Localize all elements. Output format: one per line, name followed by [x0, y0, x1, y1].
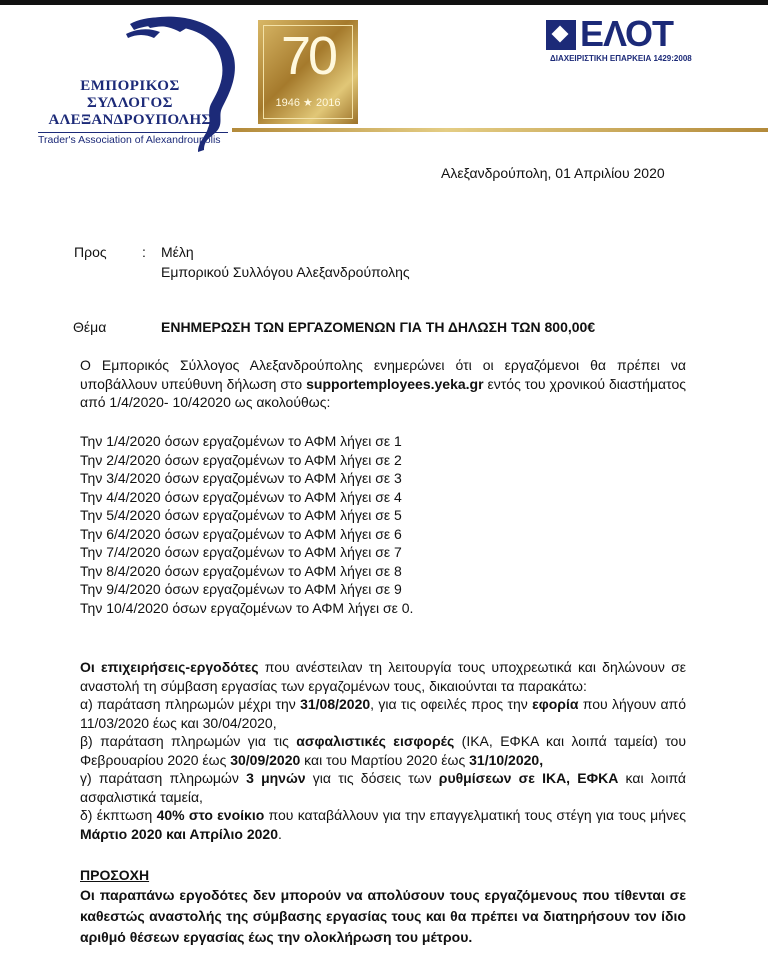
list-item: Την 10/4/2020 όσων εργαζομένων το ΑΦΜ λήγει σε 0.: [80, 599, 414, 616]
benefit-c-months: 3 μηνών: [246, 770, 306, 786]
subject-title: ΕΝΗΜΕΡΩΣΗ ΤΩΝ ΕΡΓΑΖΟΜΕΝΩΝ ΓΙΑ ΤΗ ΔΗΛΩΣΗ ΤΩΝ 800,00€: [161, 319, 596, 335]
list-item: Την 8/4/2020 όσων εργαζομένων το ΑΦΜ λήγει σε 8: [80, 562, 402, 579]
attention-text: Οι παραπάνω εργοδότες δεν μπορούν να απολύσουν τους εργαζόμενους που τίθενται σε καθεστώς αναστολής της σύμβασης εργασίας τους και θα πρέπει να διατηρήσουν τον ίδιο αριθμό θέσεων εργασίας έως την ολοκλήρωση του μέτρου.: [80, 886, 686, 945]
benefit-b-text-1: β) παράταση πληρωμών για τις: [80, 733, 297, 749]
subject-label: Θέμα: [73, 319, 107, 335]
benefits-lead-bold: Οι επιχειρήσεις-εργοδότες: [80, 659, 259, 675]
benefit-a: [80, 695, 686, 732]
benefit-a-text-1: α) παράταση πληρωμών μέχρι την: [80, 696, 301, 712]
benefits-lead: [80, 658, 686, 695]
benefit-d: [80, 806, 686, 843]
list-item: Την 6/4/2020 όσων εργαζομένων το ΑΦΜ λήγει σε 6: [80, 525, 402, 542]
schedule-list: [80, 432, 686, 617]
elot-subtitle: ΔΙΑΧΕΙΡΙΣΤΙΚΗ ΕΠΑΡΚΕΙΑ 1429:2008: [550, 54, 692, 63]
intro-text-2: εντός του χρονικού διαστήματος από 1/4/2020- 10/42020 ως ακολούθως:: [80, 375, 686, 410]
benefit-c-text-2: για τις δόσεις των: [305, 770, 439, 786]
attention-heading: ΠΡΟΣΟΧΗ: [80, 867, 150, 883]
association-name-english: Trader's Association of Alexandroupolis: [38, 132, 228, 146]
benefit-a-date: 31/08/2020: [300, 696, 371, 712]
list-item: Την 7/4/2020 όσων εργαζομένων το ΑΦΜ λήγει σε 7: [80, 544, 402, 560]
elot-logo: [546, 13, 692, 64]
benefit-b-date-1: 30/09/2020: [230, 751, 301, 768]
benefit-c: [80, 769, 686, 806]
list-item: Την 9/4/2020 όσων εργαζομένων το ΑΦΜ λήγει σε 9: [80, 581, 402, 597]
badge-years: 1946 ★ 2016: [275, 97, 341, 109]
benefit-b: [80, 732, 686, 769]
intro-website: supportemployees.yeka.gr: [306, 375, 484, 392]
benefit-a-text-3: που λήγουν από 11/03/2020 έως και 30/04/2020,: [80, 696, 687, 731]
list-item: Την 4/4/2020 όσων εργαζομένων το ΑΦΜ λήγει σε 4: [80, 488, 402, 505]
association-line-1: ΕΜΠΟΡΙΚΟΣ: [80, 78, 180, 94]
elot-wordmark: ΕΛΟΤ: [580, 13, 674, 54]
list-item: Την 3/4/2020 όσων εργαζομένων το ΑΦΜ λήγει σε 3: [80, 470, 402, 486]
benefit-b-text-2: (ΙΚΑ, ΕΦΚΑ και λοιπά ταμεία) του Φεβρουαρίου 2020 έως: [80, 733, 686, 768]
benefit-d-months: Μάρτιο 2020 και Απρίλιο 2020: [80, 825, 279, 842]
list-item: Την 2/4/2020 όσων εργαζομένων το ΑΦΜ λήγει σε 2: [80, 451, 402, 468]
benefits-section: [80, 658, 686, 843]
association-logo: [30, 12, 250, 157]
benefit-b-text-3: και του Μαρτίου 2020 έως: [300, 751, 470, 768]
intro-text-1: Ο Εμπορικός Σύλλογος Αλεξανδρούπολης ενημερώνει ότι οι εργαζόμενοι θα πρέπει να υποβάλλουν υπεύθυνη δήλωση στο: [80, 357, 686, 392]
benefit-a-tax-office: εφορία: [532, 696, 579, 712]
recipient-label: Προς: [74, 244, 107, 260]
intro-paragraph: [80, 356, 686, 412]
recipient-line-1: Μέλη: [161, 244, 194, 260]
recipient-line-2: Εμπορικού Συλλόγου Αλεξανδρούπολης: [161, 264, 410, 280]
list-item: Την 5/4/2020 όσων εργαζομένων το ΑΦΜ λήγει σε 5: [80, 507, 402, 523]
header-gold-rule: [232, 128, 768, 132]
recipient-colon: :: [142, 244, 146, 260]
elot-diamond-icon: [546, 20, 576, 50]
benefit-a-text-2: , για τις οφειλές προς την: [370, 696, 533, 712]
association-name: [30, 78, 230, 129]
top-border: [0, 0, 768, 5]
benefit-c-settlements: ρυθμίσεων σε ΙΚΑ, ΕΦΚΑ: [438, 770, 619, 786]
letter-date: Αλεξανδρούπολη, 01 Απριλίου 2020: [441, 165, 665, 181]
benefit-c-text-3: και λοιπά ασφαλιστικά ταμεία,: [80, 770, 687, 805]
benefit-d-rent: 40% στο ενοίκιο: [156, 807, 265, 823]
benefit-d-text-1: δ) έκπτωση: [80, 807, 157, 823]
badge-number: 70: [280, 26, 336, 86]
attention-section: [80, 866, 686, 948]
list-item: Την 1/4/2020 όσων εργαζομένων το ΑΦΜ λήγει σε 1: [80, 433, 402, 449]
benefit-d-text-2: που καταβάλλουν για την επαγγελματική τους στέγη για τους μήνες: [264, 807, 686, 823]
benefit-b-date-2: 31/10/2020,: [469, 751, 544, 768]
association-line-2: ΣΥΛΛΟΓΟΣ: [87, 95, 173, 111]
benefits-lead-text: που ανέστειλαν τη λειτουργία τους υποχρεωτικά και δηλώνουν σε αναστολή τη σύμβαση εργασίας των εργαζομένων τους, δικαιούνται τα παρακάτω:: [80, 659, 686, 694]
anniversary-badge: [258, 20, 358, 124]
benefit-b-contributions: ασφαλιστικές εισφορές: [296, 733, 455, 749]
association-line-3: ΑΛΕΞΑΝΔΡΟΥΠΟΛΗΣ: [48, 112, 212, 128]
benefit-c-text-1: γ) παράταση πληρωμών: [80, 770, 247, 786]
benefit-d-text-3: .: [278, 825, 282, 842]
